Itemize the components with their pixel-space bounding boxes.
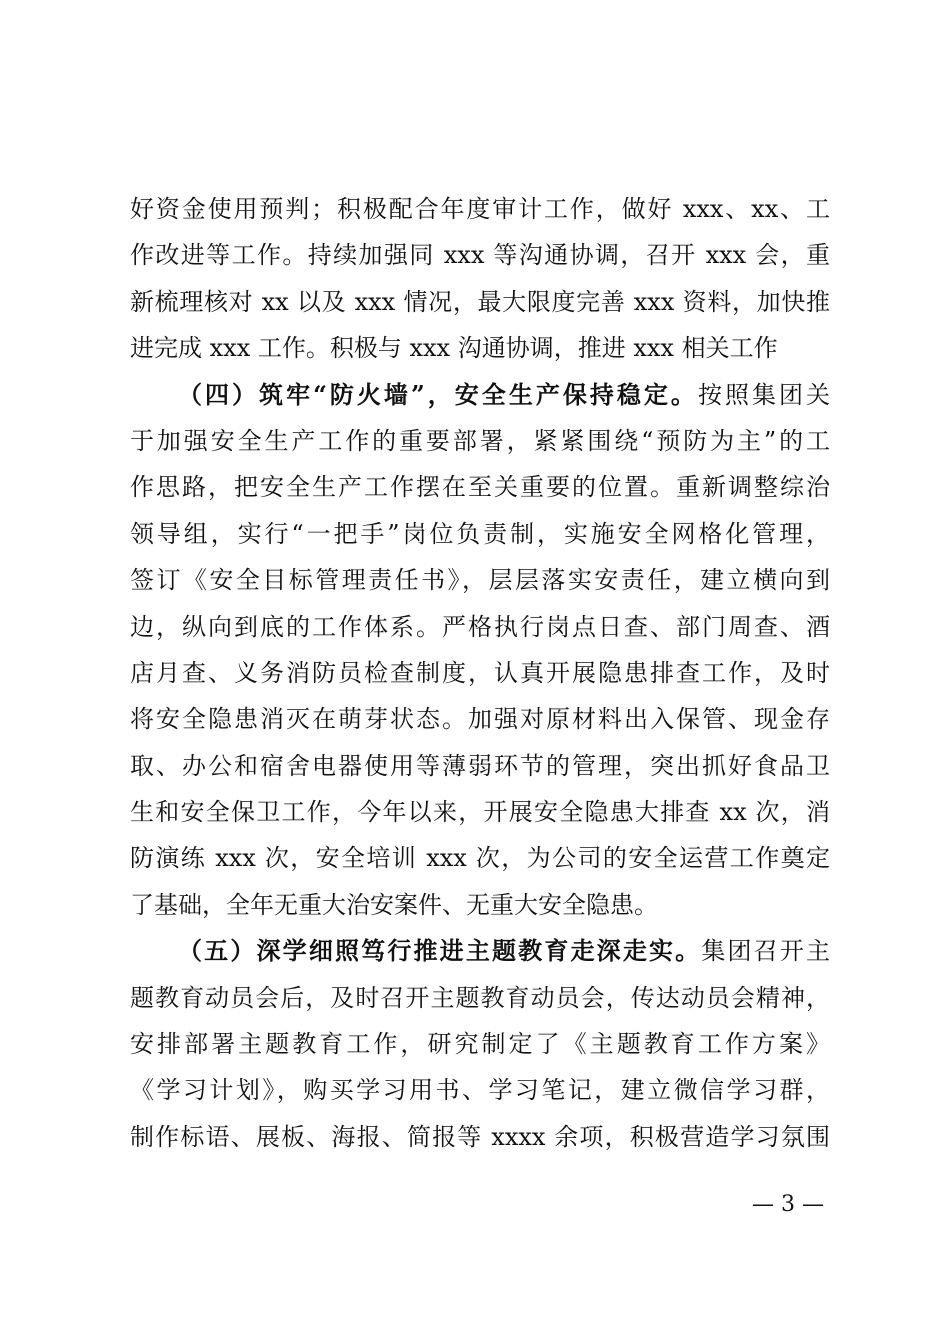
- section-four-paragraph: [130, 372, 830, 929]
- section-five-paragraph: [130, 928, 830, 1160]
- section-four-first-line: [130, 372, 830, 418]
- text-line: 制作标语、展板、海报、简报等 xxxx 余项，积极营造学习氛围: [130, 1122, 830, 1151]
- text-line: 生和安全保卫工作，今年以来，开展安全隐患大排查 xx 次，消: [130, 798, 830, 827]
- text-line: 安排部署主题教育工作，研究制定了《主题教育工作方案》: [130, 1030, 830, 1059]
- text-line: 将安全隐患消灭在萌芽状态。加强对原材料出入保管、现金存: [130, 705, 830, 734]
- section-four-heading: （四）筑牢“防火墙”，安全生产保持稳定。: [178, 379, 698, 409]
- text-line: 了基础，全年无重大治安案件、无重大安全隐患。: [130, 890, 658, 919]
- paragraph-continuation: [130, 186, 830, 372]
- text-line: 作改进等工作。持续加强同 xxx 等沟通协调，召开 xxx 会，重: [130, 241, 830, 270]
- text-line: 于加强安全生产工作的重要部署，紧紧围绕“预防为主”的工: [130, 426, 830, 455]
- text-line: 边，纵向到底的工作体系。严格执行岗点日查、部门周查、酒: [130, 612, 830, 641]
- section-five-first-line: [130, 928, 830, 974]
- text-line: 题教育动员会后，及时召开主题教育动员会，传达动员会精神，: [130, 983, 830, 1012]
- text-line: 签订《安全目标管理责任书》，层层落实安责任，建立横向到: [130, 566, 830, 595]
- text-line: 取、办公和宿舍电器使用等薄弱环节的管理，突出抓好食品卫: [130, 751, 830, 780]
- text-line: 好资金使用预判；积极配合年度审计工作，做好 xxx、xx、工: [130, 195, 830, 223]
- text-line: 新梳理核对 xx 以及 xxx 情况，最大限度完善 xxx 资料，加快推: [130, 287, 830, 316]
- section-four-first-line-text: 按照集团关: [697, 380, 831, 409]
- text-line: 进完成 xxx 工作。积极与 xxx 沟通协调，推进 xxx 相关工作: [130, 334, 778, 363]
- text-line: 作思路，把安全生产工作摆在至关重要的位置。重新调整综治: [130, 473, 830, 502]
- section-five-heading: （五）深学细照笃行推进主题教育走深走实。: [178, 936, 702, 966]
- text-line: 店月查、义务消防员检查制度，认真开展隐患排查工作，及时: [130, 658, 830, 687]
- document-body: [130, 186, 830, 1160]
- text-line: 领导组，实行“一把手”岗位负责制，实施安全网格化管理，: [130, 519, 830, 548]
- text-line: 防演练 xxx 次，安全培训 xxx 次，为公司的安全运营工作奠定: [130, 844, 830, 873]
- text-line: 《学习计划》，购买学习用书、学习笔记，建立微信学习群，: [130, 1076, 830, 1105]
- section-five-first-line-text: 集团召开主: [701, 937, 831, 966]
- page-number: — 3 —: [752, 1192, 824, 1217]
